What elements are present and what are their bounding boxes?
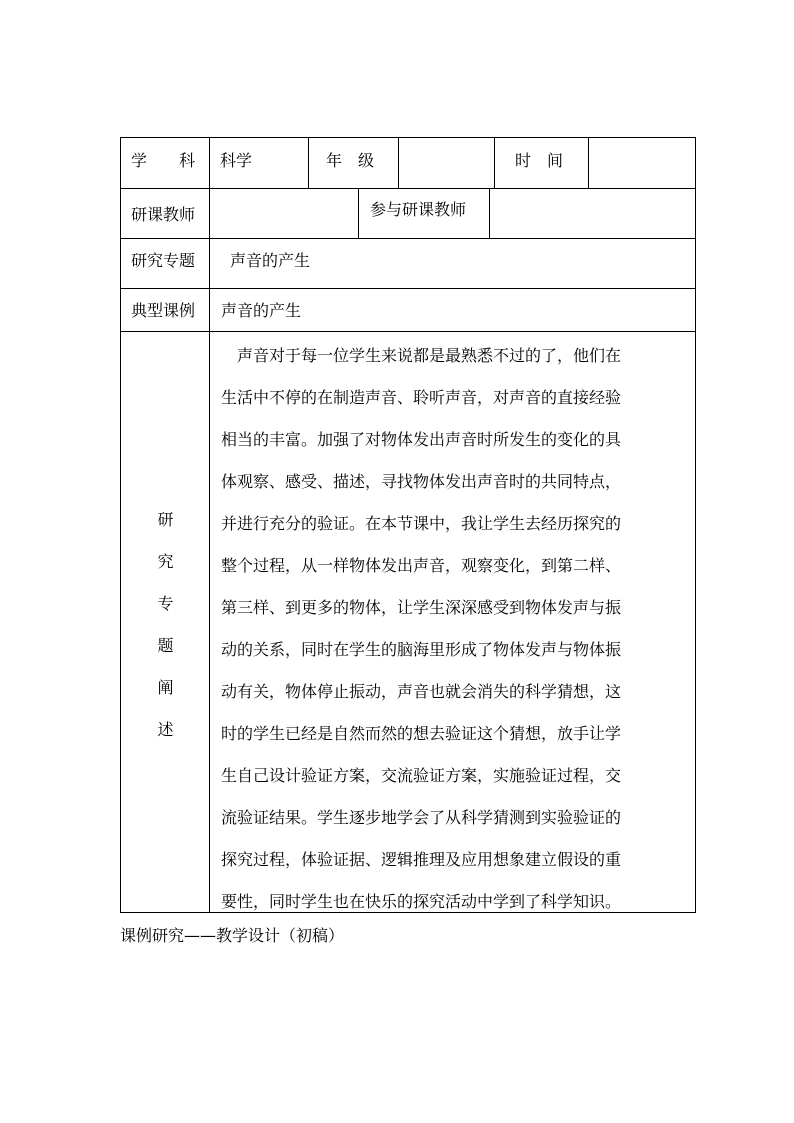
- paragraph-line: 体观察、感受、描述，寻找物体发出声音时的共同特点，: [221, 472, 622, 491]
- paragraph-line: 并进行充分的验证。在本节课中，我让学生去经历探究的: [221, 514, 622, 533]
- teacher-row: [121, 189, 695, 239]
- paragraph-line: 流验证结果。学生逐步地学会了从科学猜测到实验验证的: [221, 808, 622, 827]
- paragraph-line: 生活中不停的在制造声音、聆听声音，对声音的直接经验: [221, 388, 622, 407]
- grade-label: 年 级: [326, 151, 375, 170]
- case-row: [121, 289, 695, 332]
- section-heading: 课例研究——教学设计（初稿）: [120, 926, 345, 945]
- case-value: 声音的产生: [221, 301, 302, 320]
- elaboration-row: [121, 332, 695, 912]
- subject-label-cell: [121, 138, 210, 188]
- paragraph-line: 动的关系，同时在学生的脑海里形成了物体发声与物体振: [221, 640, 622, 659]
- case-label-cell: [121, 289, 210, 331]
- participants-label-cell: [359, 189, 490, 238]
- label-char: 究: [157, 552, 174, 571]
- topic-value: 声音的产生: [230, 251, 311, 270]
- label-char: 题: [157, 636, 174, 655]
- elaboration-vertical-label: [121, 499, 210, 751]
- paragraph-line: 要性，同时学生也在快乐的探究活动中学到了科学知识。: [221, 892, 622, 911]
- teacher-label-cell: [121, 189, 210, 238]
- subject-label: 学 科: [131, 151, 196, 170]
- case-label: 典型课例: [131, 301, 196, 320]
- topic-label-cell: [121, 239, 210, 288]
- paragraph-line: 生自己设计验证方案，交流验证方案，实施验证过程，交: [221, 766, 622, 785]
- paragraph-line: 时的学生已经是自然而然的想去验证这个猜想，放手让学: [221, 724, 622, 743]
- grade-value-cell: [399, 138, 495, 188]
- time-value-cell: [589, 138, 695, 188]
- label-char: 阐: [157, 678, 174, 697]
- paragraph-line: 整个过程，从一样物体发出声音，观察变化，到第二样、: [221, 556, 622, 575]
- elaboration-text-cell: [210, 332, 695, 912]
- paragraph-line: 声音对于每一位学生来说都是最熟悉不过的了，他们在: [221, 346, 622, 365]
- teacher-label: 研课教师: [131, 205, 196, 224]
- participants-label: 参与研课教师: [370, 200, 467, 219]
- label-char: 研: [157, 510, 174, 529]
- elaboration-label-cell: [121, 332, 210, 912]
- participants-value-cell: [490, 189, 695, 238]
- paragraph-line: 探究过程，体验证据、逻辑推理及应用想象建立假设的重: [221, 850, 622, 869]
- case-value-cell: [210, 289, 695, 331]
- label-char: 专: [157, 594, 174, 613]
- time-label: 时 间: [515, 151, 564, 170]
- label-char: 述: [157, 720, 174, 739]
- lesson-research-table: [120, 137, 696, 913]
- time-label-cell: [495, 138, 589, 188]
- header-row: [121, 138, 695, 189]
- topic-value-cell: [210, 239, 695, 288]
- elaboration-paragraph: [221, 335, 691, 923]
- subject-value: 科学: [220, 151, 253, 170]
- paragraph-line: 第三样、到更多的物体，让学生深深感受到物体发声与振: [221, 598, 622, 617]
- paragraph-line: 动有关，物体停止振动，声音也就会消失的科学猜想，这: [221, 682, 622, 701]
- subject-value-cell: [210, 138, 309, 188]
- topic-label: 研究专题: [131, 251, 196, 270]
- topic-row: [121, 239, 695, 289]
- paragraph-line: 相当的丰富。加强了对物体发出声音时所发生的变化的具: [221, 430, 622, 449]
- grade-label-cell: [309, 138, 399, 188]
- teacher-value-cell: [210, 189, 359, 238]
